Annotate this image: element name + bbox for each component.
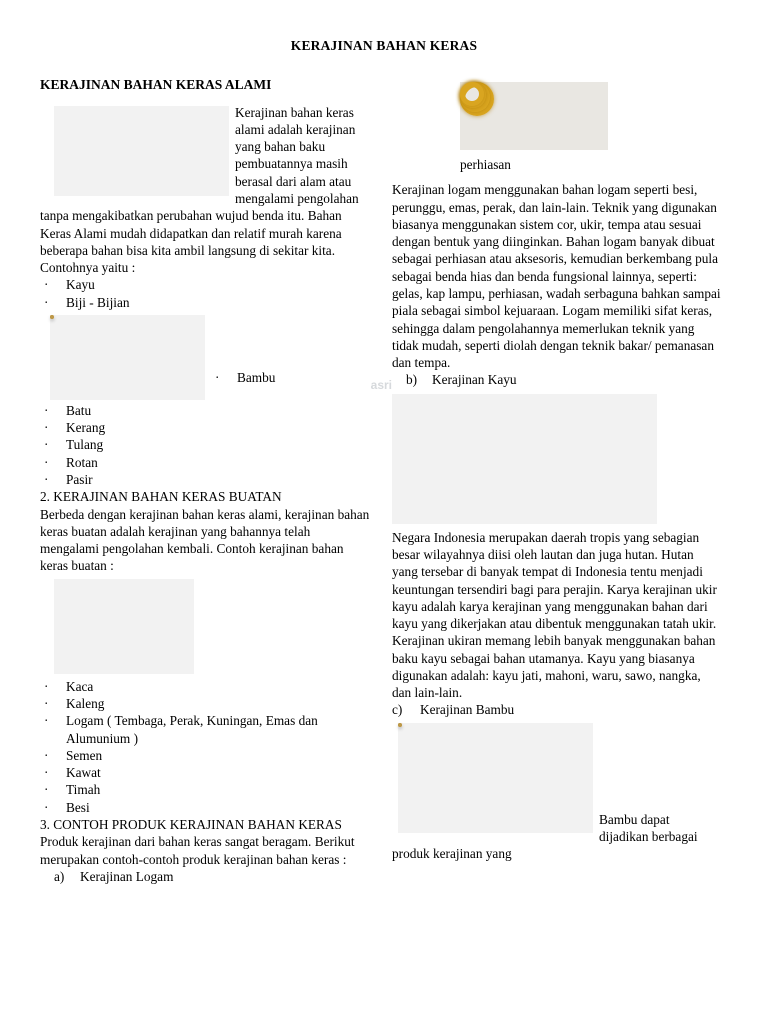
bullet-label: Semen (66, 747, 103, 763)
list-marker-b: b) (406, 372, 418, 388)
bullet-dot-icon: · (44, 420, 49, 436)
list-item (40, 799, 370, 816)
list-label-c: Kerajinan Bambu (420, 702, 515, 718)
bullet-dot-icon: · (44, 454, 49, 470)
left-heading-1: KERAJINAN BAHAN KERAS ALAMI (40, 77, 272, 92)
bullet-dot-icon: · (44, 472, 49, 488)
bullet-label: Rotan (66, 454, 98, 470)
bullet-label: Kayu (66, 277, 95, 293)
train-paragraph-block (40, 104, 370, 260)
bullet-dot-icon: · (44, 294, 49, 310)
left-heading-3: 3. CONTOH PRODUK KERAJINAN BAHAN KERAS (40, 816, 342, 832)
right-paragraph-1: Kerajinan logam menggunakan bahan logam seperti besi, perunggu, emas, perak, dan lain-lain. Teknik yang digunakan biasanya menggunakan sistem cor, ukir, tempa atau sesuai dengan bentuk yang diinginkan. Bahan logam banyak dibuat sebagai perhiasan atau aksesoris, kemudian berkembang pula sebagai benda hias dan benda fungsional lainnya, seperti: gelas, kap lampu, perhiasan, wadah serbaguna bahkan sampai piala sebagai simbol kejuaraan. Logam memiliki sifat keras, sehingga dalam pengolahannya memerlukan teknik yang tidak mudah, seperti diolah dengan teknik bakar/ pemanasan dan tempa. (392, 182, 721, 371)
list-item (40, 695, 370, 712)
bullet-label: Kawat (66, 765, 101, 781)
list-item (211, 311, 370, 386)
bullet-dot-icon: · (44, 437, 49, 453)
list-marker-a: a) (54, 868, 65, 884)
left-paragraph-2: Berbeda dengan kerajinan bahan keras alami, kerajinan bahan keras buatan adalah kerajinan yang bahannya telah mengalami pengolahan kembali. Contoh kerajinan bahan keras buatan : (40, 506, 370, 574)
list-label-b: Kerajinan Kayu (432, 372, 517, 388)
bamboo-craft-image-2 (398, 723, 593, 833)
bullet-dot-icon: · (44, 678, 49, 694)
bullet-label: Timah (66, 782, 101, 798)
bullet-dot-icon: · (44, 696, 49, 712)
list-item (40, 402, 370, 419)
list-label-a: Kerajinan Logam (80, 868, 174, 884)
right-paragraph-2: Negara Indonesia merupakan daerah tropis yang sebagian besar wilayahnya diisi oleh lautan dan juga hutan. Hutan yang tersebar di banyak tempat di Indonesia tentu menjadi keuntungan tersendiri bagi para perajin. Karya kerajinan ukir kayu adalah karya kerajinan yang menggunakan bahan dari kayu yang dikerjakan atau dibentuk menggunakan tatah ukir. Kerajinan ukiran memang lebih banyak menggunakan bahan baku kayu sebagai bahan utamanya. Kayu yang biasanya digunakan adalah: kayu jati, mahoni, waru, sawo, nangka, dan lain-lain. (392, 529, 717, 701)
list-item (40, 678, 370, 695)
list-item (40, 436, 370, 453)
bullet-label: Kaca (66, 678, 94, 694)
list-item (40, 764, 370, 781)
right-column (370, 76, 722, 863)
list-item-b (392, 371, 722, 388)
wooden-train-image (54, 106, 229, 196)
list-item (40, 712, 370, 747)
bullet-dot-icon: · (215, 369, 220, 385)
two-column-body (40, 76, 728, 885)
list-item (40, 471, 370, 488)
bullet-dot-icon: · (44, 277, 49, 293)
list-item-c (392, 701, 722, 718)
caption-perhiasan: perhiasan (460, 157, 511, 172)
list-item (40, 781, 370, 798)
metal-helmet-image (54, 579, 194, 674)
list-item (40, 294, 370, 311)
bullet-label: Logam ( Tembaga, Perak, Kuningan, Emas dan Alumunium ) (66, 713, 318, 746)
bamboo-final-block (392, 719, 722, 863)
list-item-a (40, 868, 370, 885)
bullet-label: Batu (66, 402, 92, 418)
bullet-label: Pasir (66, 472, 93, 488)
bullet-label: Kaleng (66, 696, 105, 712)
image-watermark: asri (370, 378, 392, 393)
list-item (40, 419, 370, 436)
left-heading-2: 2. KERAJINAN BAHAN KERAS BUATAN (40, 489, 282, 505)
bullet-dot-icon: · (44, 782, 49, 798)
bullet-dot-icon: · (44, 402, 49, 418)
list-marker-c: c) (392, 702, 403, 718)
document-title: KERAJINAN BAHAN KERAS (290, 38, 478, 53)
gold-jewellery-image (460, 82, 608, 150)
bullet-label: Besi (66, 799, 90, 815)
list-item (40, 276, 370, 293)
bullet-dot-icon: · (44, 713, 49, 729)
left-paragraph-1: Kerajinan bahan keras alami adalah kerajinan yang bahan baku pembuatannya masih berasal dari alam atau mengalami pengolahan tanpa mengakibatkan perubahan wujud benda itu. Bahan Keras Alami mudah didapatkan dan relatif murah karena beberapa bahan bisa kita ambil langsung di sekitar kita. (40, 104, 359, 258)
left-column (40, 76, 370, 885)
bullet-label: Biji - Bijian (66, 294, 130, 310)
bullet-dot-icon: · (44, 747, 49, 763)
bullet-dot-icon: · (44, 765, 49, 781)
contoh-label: Contohnya yaitu : (40, 260, 136, 276)
bullet-label: Tulang (66, 437, 104, 453)
list-item (40, 747, 370, 764)
bullet-label: Bambu (237, 369, 276, 385)
bullet-label: Kerang (66, 420, 106, 436)
left-paragraph-3: Produk kerajinan dari bahan keras sangat beragam. Berikut merupakan contoh-contoh produk kerajinan bahan keras : (40, 834, 355, 867)
bamboo-craft-image (50, 315, 205, 400)
right-paragraph-3: Bambu dapat dijadikan berbagai produk kerajinan yang (392, 811, 698, 862)
bamboo-image-block (40, 311, 370, 402)
list-item (40, 454, 370, 471)
bullet-dot-icon: · (44, 799, 49, 815)
